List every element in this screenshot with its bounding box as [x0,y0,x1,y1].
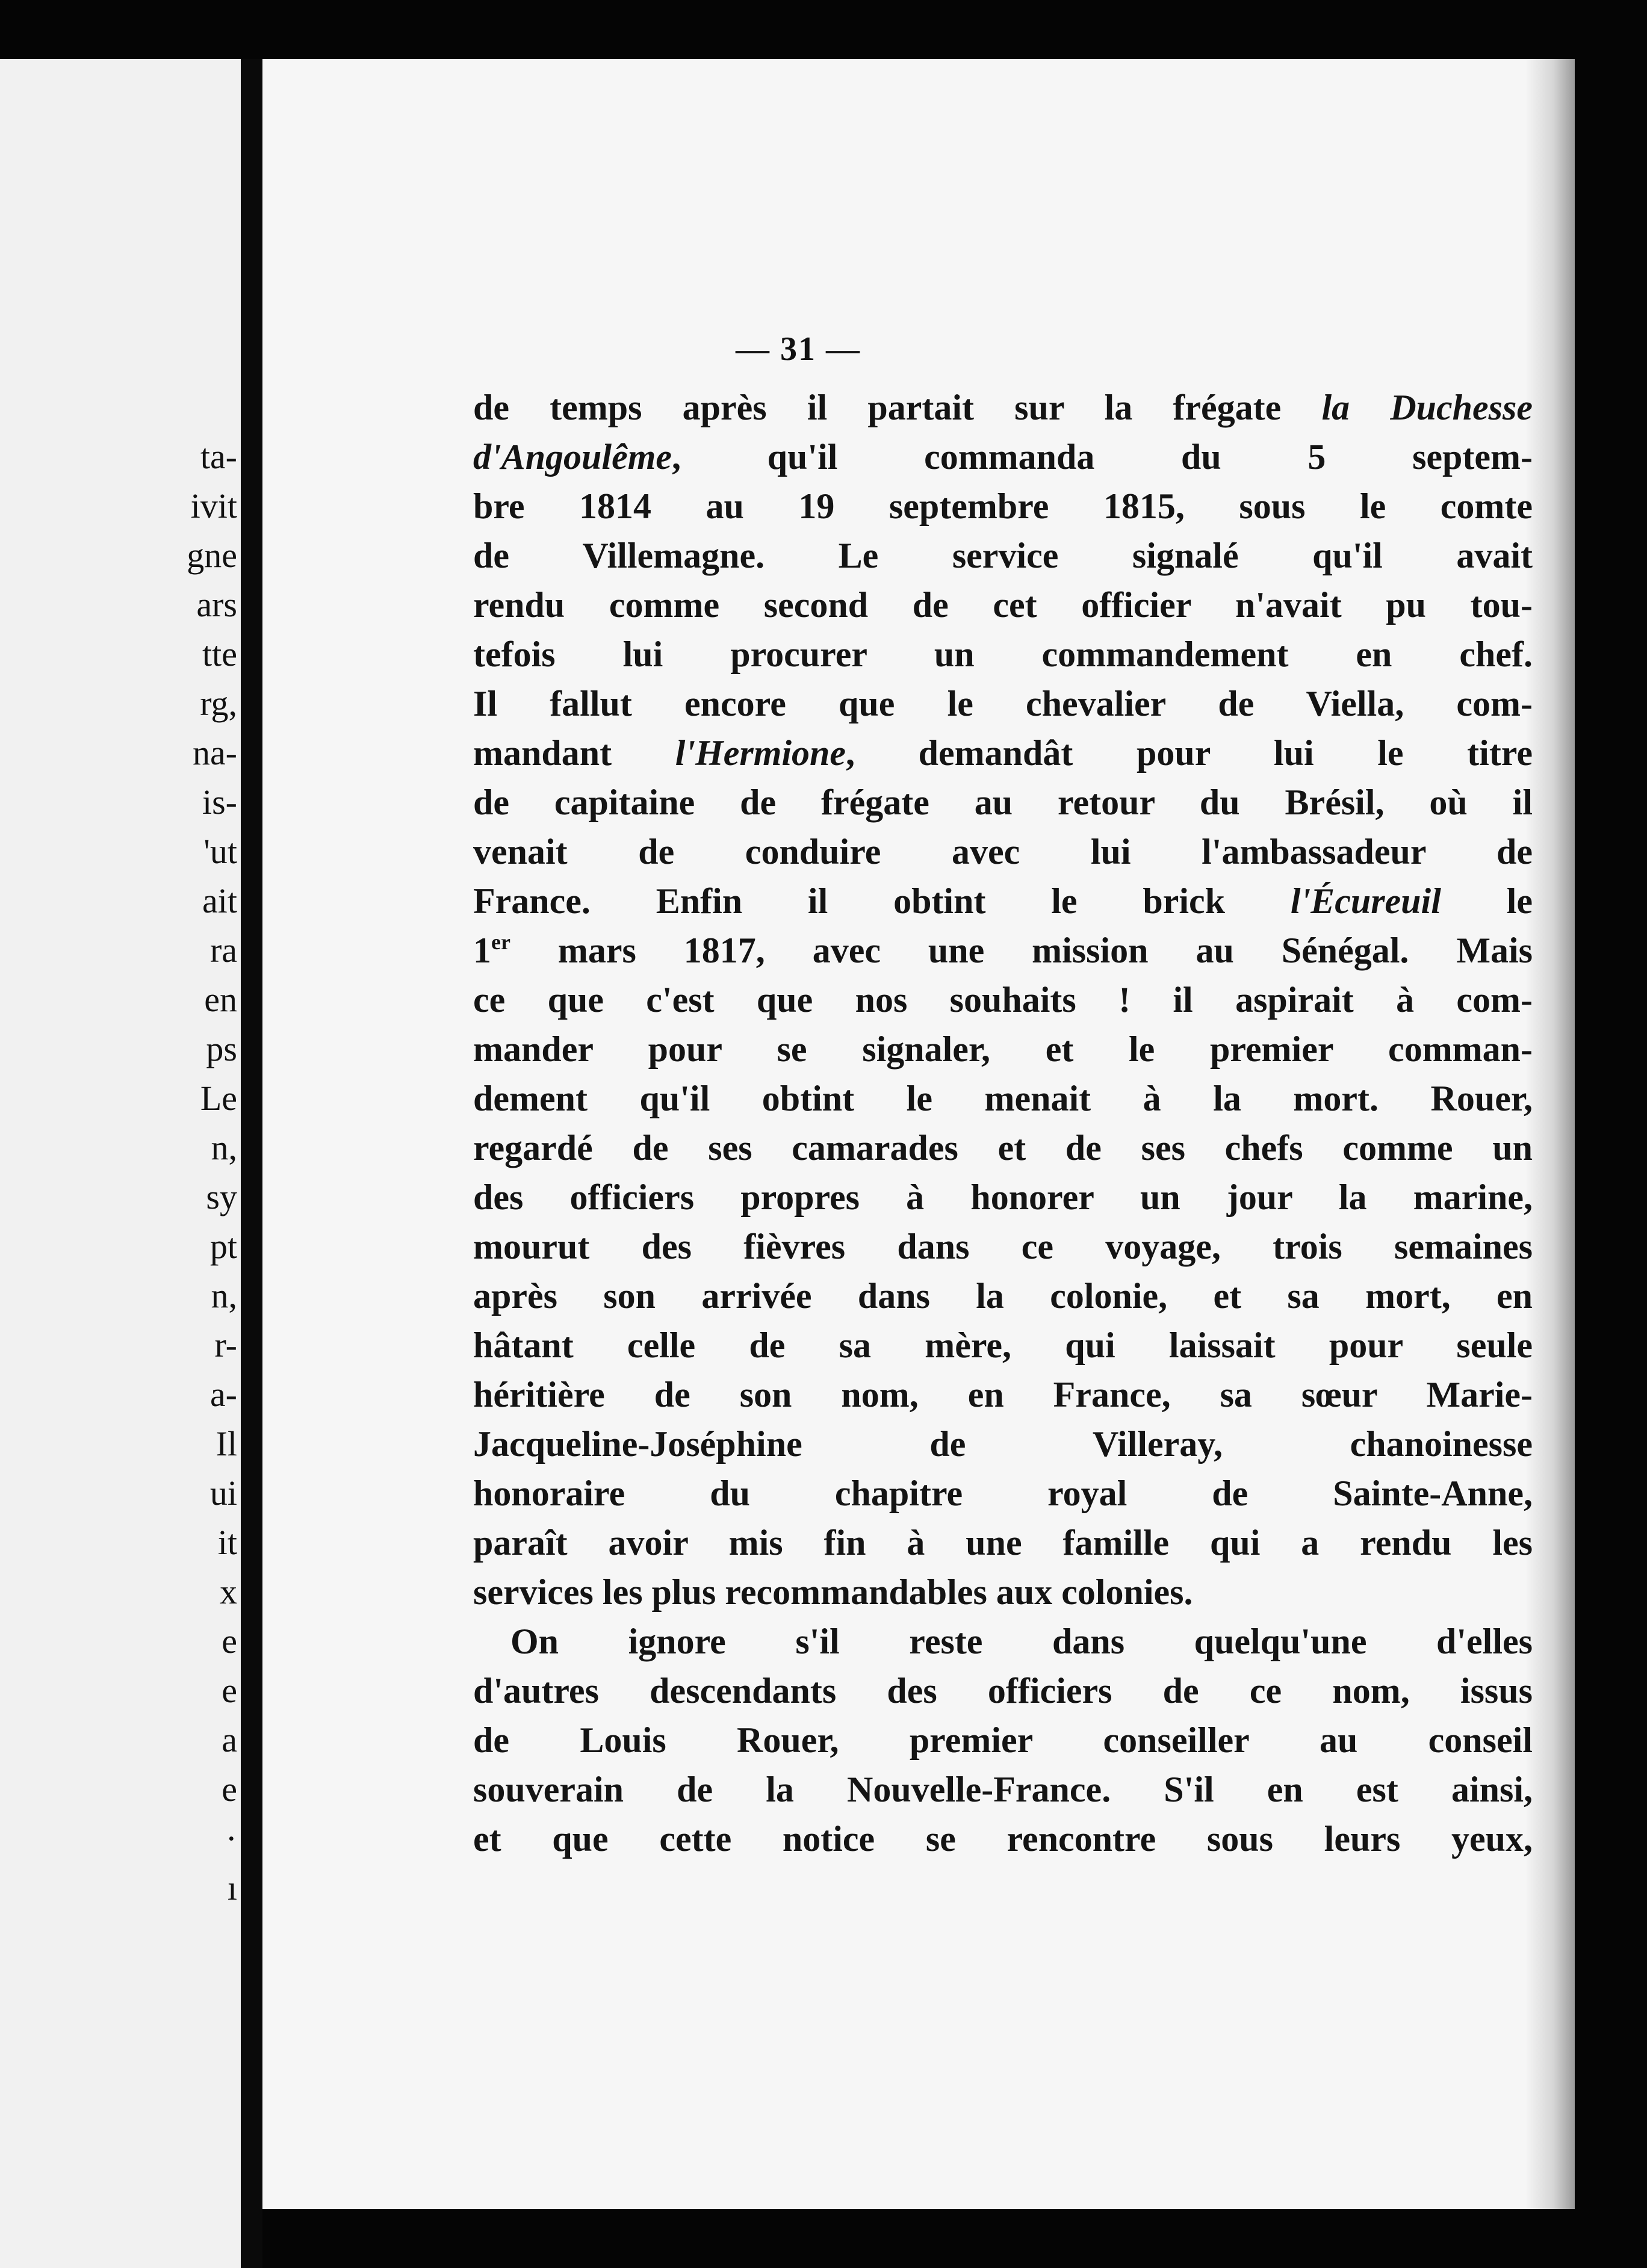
left-page-fragment: n, [211,1276,237,1315]
text-line: services les plus recommandables aux colonies. [473,1572,1193,1612]
text-line: On ignore s'il reste dans quelqu'une d'elles [510,1622,1533,1661]
text-line: d'Angoulême, qu'il commanda du 5 septem- [473,437,1533,477]
left-page-fragment: rg, [200,684,237,723]
left-page-fragment: ta- [200,437,237,476]
left-page-fragment: ı [227,1868,237,1907]
left-page-fragment: tte [202,634,237,674]
text-line: Il fallut encore que le chevalier de Viella, com- [473,684,1533,723]
text-line: d'autres descendants des officiers de ce nom, issus [473,1671,1533,1711]
text-line: 1er mars 1817, avec une mission au Sénégal. Mais [473,930,1533,970]
left-page-fragments [187,432,237,1913]
left-page-fragment: en [204,980,237,1019]
left-page-fragment: ps [206,1029,237,1068]
left-page-fragment: a- [209,1375,237,1414]
superscript: er [491,930,510,954]
left-page-fragment: n, [211,1128,237,1167]
left-page-fragment: 'ut [203,832,237,871]
left-page-fragment: · [225,1819,237,1858]
text-line: tefois lui procurer un commandement en chef. [473,634,1533,674]
left-page-fragment: e [222,1770,237,1809]
left-page-fragment: r- [214,1325,237,1365]
text-line: mandant l'Hermione, demandât pour lui le titre [473,733,1533,773]
text-line: souverain de la Nouvelle-France. S'il en est ainsi, [473,1770,1533,1809]
text-line: paraît avoir mis fin à une famille qui a rendu les [473,1523,1533,1563]
text-line: de Louis Rouer, premier conseiller au conseil [473,1720,1533,1760]
left-page-fragment: na- [192,733,237,772]
text-line: venait de conduire avec lui l'ambassadeur de [473,832,1533,872]
text-line: Jacqueline-Joséphine de Villeray, chanoinesse [473,1424,1533,1464]
left-page-fragment: a [222,1720,237,1759]
body-text [473,383,1533,1864]
left-page-fragment: gne [187,536,237,575]
left-page-fragment: ars [196,585,237,624]
text-line: ce que c'est que nos souhaits ! il aspirait à com- [473,980,1533,1020]
text-line: hâtant celle de sa mère, qui laissait pour seule [473,1325,1533,1365]
text-line: honoraire du chapitre royal de Sainte-Anne, [473,1473,1533,1513]
text-line: rendu comme second de cet officier n'avait pu tou- [473,585,1533,625]
text-line: de temps après il partait sur la frégate la Duchesse [473,388,1533,427]
text-line: et que cette notice se rencontre sous leurs yeux, [473,1819,1533,1859]
left-page-fragment: pt [209,1227,237,1266]
left-page-fragment: it [217,1523,237,1562]
text-line: après son arrivée dans la colonie, et sa mort, en [473,1276,1533,1316]
right-page [262,59,1575,2209]
left-page-fragment: x [220,1572,237,1611]
text-line: mander pour se signaler, et le premier comman- [473,1029,1533,1069]
text-line: dement qu'il obtint le menait à la mort. Rouer, [473,1079,1533,1118]
left-page-fragment: ra [209,931,237,970]
text-line: bre 1814 au 19 septembre 1815, sous le comte [473,486,1533,526]
left-page-fragment: Le [200,1079,237,1118]
left-page-fragment: e [222,1622,237,1661]
ship-name-italic: l'Écureuil [1290,881,1441,921]
left-page [0,59,241,2268]
ship-name-italic: la Duchesse [1321,388,1533,427]
left-page-fragment: ait [202,881,237,920]
ship-name-italic: d'Angoulême [473,437,672,477]
left-page-fragment: ivit [190,486,237,525]
text-line: des officiers propres à honorer un jour la marine, [473,1177,1533,1217]
text-line: de Villemagne. Le service signalé qu'il avait [473,536,1533,575]
book-gutter [241,59,262,2268]
scan-border [262,2209,1647,2268]
page-edge-shadow [1527,59,1575,2209]
text-line: héritière de son nom, en France, sa sœur Marie- [473,1375,1533,1414]
left-page-fragment: ui [209,1473,237,1513]
left-page-fragment: is- [202,782,237,822]
text-line: France. Enfin il obtint le brick l'Écureuil le [473,881,1533,921]
ship-name-italic: l'Hermione [675,733,846,773]
left-page-fragment: e [222,1671,237,1710]
left-page-fragment: Il [216,1424,237,1463]
text-line: mourut des fièvres dans ce voyage, trois semaines [473,1227,1533,1266]
text-line: de capitaine de frégate au retour du Brésil, où il [473,782,1533,822]
left-page-fragment: sy [206,1177,237,1216]
page-number: — 31 — [736,330,861,368]
text-line: regardé de ses camarades et de ses chefs comme un [473,1128,1533,1168]
